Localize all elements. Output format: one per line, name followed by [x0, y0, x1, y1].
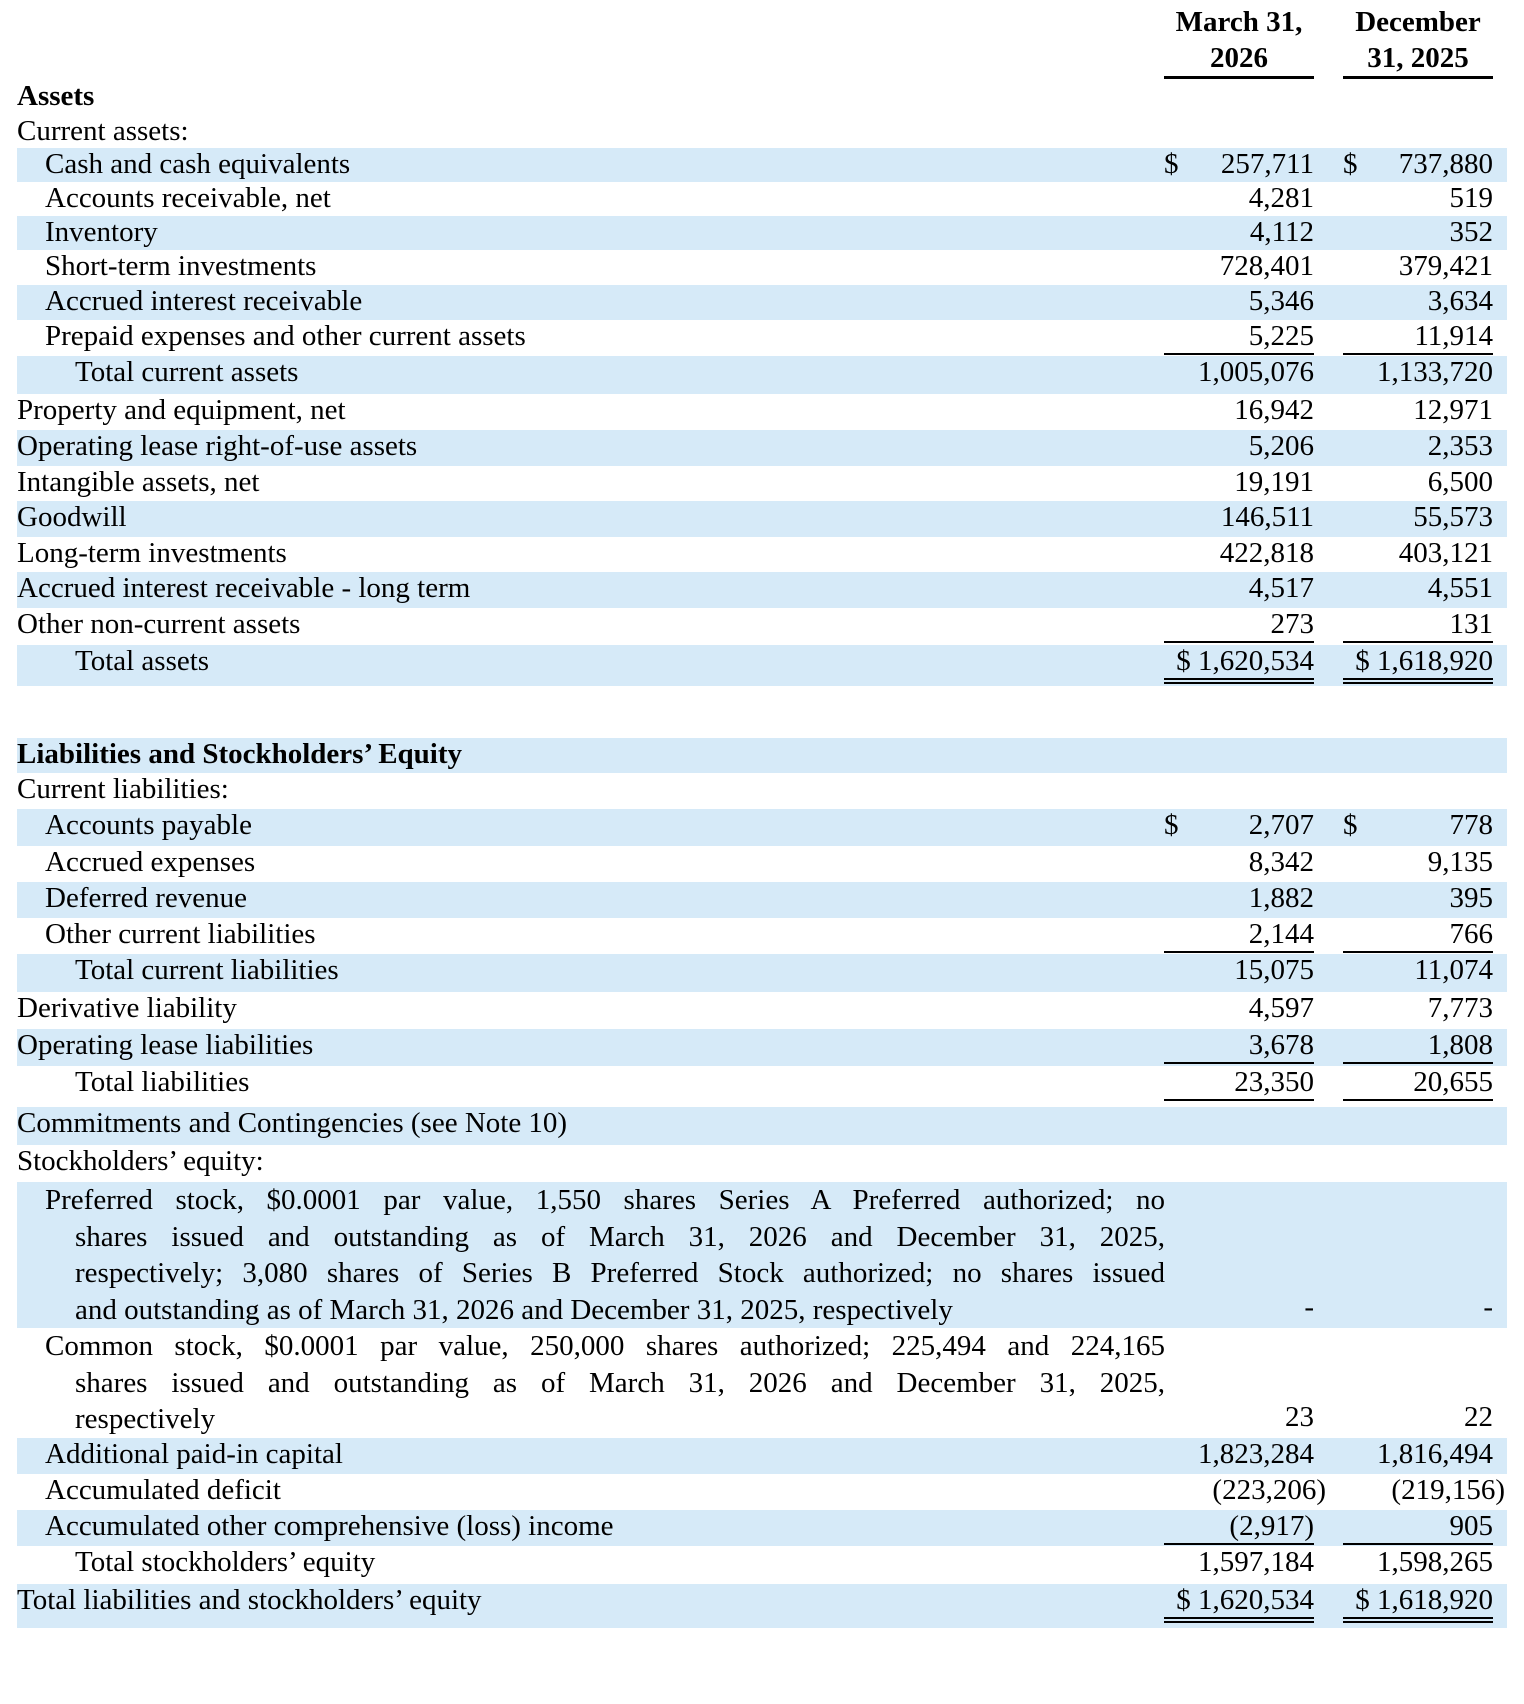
row-accounts-receivable	[17, 182, 1507, 216]
row-label: Total current liabilities	[75, 954, 339, 986]
value-2025: (219,156)	[1391, 1474, 1505, 1506]
row-accumulated-deficit	[17, 1474, 1507, 1510]
dollar-sign: $	[1164, 809, 1179, 841]
row-ppe	[17, 394, 1507, 430]
value-2026: 5,225	[1164, 320, 1314, 355]
row-intangible	[17, 466, 1507, 501]
row-label: Operating lease right-of-use assets	[17, 430, 418, 462]
value-2026: 4,281	[1248, 182, 1314, 214]
value-2025: 22	[1464, 1401, 1493, 1433]
description-line: Preferred stock, $0.0001 par value, 1,550 shares Series A Preferred authorized; no	[45, 1184, 1165, 1216]
row-label: Intangible assets, net	[17, 466, 260, 498]
value-2025: 20,655	[1343, 1066, 1493, 1101]
row-other-non-current	[17, 608, 1507, 645]
spacer	[17, 686, 1507, 738]
header-line: December	[1355, 6, 1481, 38]
row-label: Total assets	[75, 645, 210, 677]
value-2025: 737,880	[1398, 148, 1493, 180]
row-total-current-liabilities	[17, 954, 1507, 992]
value-2025: 11,074	[1414, 954, 1493, 986]
balance-sheet	[17, 0, 1507, 1628]
value-2026: 728,401	[1219, 250, 1314, 282]
section-title: Liabilities and Stockholders’ Equity	[17, 738, 463, 770]
value-2025: -	[1483, 1291, 1493, 1323]
value-2025: 766	[1343, 918, 1493, 953]
row-accrued-expenses	[17, 846, 1507, 882]
subsection-title: Current liabilities:	[17, 773, 229, 805]
subsection-title: Current assets:	[17, 115, 189, 147]
value-2026: 23,350	[1164, 1066, 1314, 1101]
row-total-liabilities	[17, 1066, 1507, 1107]
row-preferred-stock	[17, 1182, 1507, 1328]
value-2026: 1,823,284	[1198, 1438, 1314, 1470]
row-label: Derivative liability	[17, 992, 237, 1024]
row-other-current-liabilities	[17, 918, 1507, 954]
row-label: Accumulated deficit	[45, 1474, 281, 1506]
preferred-stock-description	[45, 1182, 1165, 1328]
row-label: Accrued expenses	[45, 846, 256, 878]
row-label: Cash and cash equivalents	[45, 148, 351, 180]
dollar-sign: $	[1343, 809, 1358, 841]
value-2025: 352	[1449, 216, 1493, 248]
row-label: Other current liabilities	[45, 918, 316, 950]
row-total-stockholders-equity	[17, 1546, 1507, 1584]
value-2026: 15,075	[1234, 954, 1314, 986]
section-assets	[17, 80, 1507, 115]
row-label: Property and equipment, net	[17, 394, 346, 426]
common-stock-description	[45, 1328, 1165, 1438]
value-2025: 55,573	[1413, 501, 1493, 533]
value-2026: 5,206	[1248, 430, 1314, 462]
row-label: Prepaid expenses and other current assets	[45, 320, 526, 352]
value-2026: 2,707	[1248, 809, 1314, 841]
header-march-2026	[1164, 4, 1314, 79]
description-line: and outstanding as of March 31, 2026 and December 31, 2025, respectively	[75, 1293, 953, 1326]
row-operating-lease-liabilities	[17, 1029, 1507, 1066]
value-2026: 5,346	[1248, 285, 1314, 317]
value-2026: $ 1,620,534	[1164, 1584, 1314, 1623]
value-2025: 778	[1449, 809, 1493, 841]
row-label: Other non-current assets	[17, 608, 301, 640]
section-current-assets	[17, 115, 1507, 148]
header-line: March 31,	[1175, 6, 1303, 38]
row-label: Accrued interest receivable - long term	[17, 572, 471, 604]
value-2026: 4,597	[1248, 992, 1314, 1024]
value-2026: 4,112	[1249, 216, 1314, 248]
row-derivative-liability	[17, 992, 1507, 1029]
value-2026: 3,678	[1164, 1029, 1314, 1064]
row-label: Accounts receivable, net	[45, 182, 331, 214]
value-2025: 519	[1449, 182, 1493, 214]
row-long-term-investments	[17, 537, 1507, 572]
row-inventory	[17, 216, 1507, 250]
value-2026: 23	[1285, 1401, 1314, 1433]
header-line: 31, 2025	[1367, 42, 1469, 74]
value-2026: 16,942	[1234, 394, 1314, 426]
value-2026: 1,597,184	[1198, 1546, 1314, 1578]
value-2026: (223,206)	[1212, 1474, 1326, 1506]
value-2026: 2,144	[1164, 918, 1314, 953]
value-2026: 8,342	[1248, 846, 1314, 878]
row-label: Inventory	[45, 216, 158, 248]
row-label: Total current assets	[75, 356, 299, 388]
value-2026: (2,917)	[1164, 1510, 1314, 1545]
row-total-assets	[17, 645, 1507, 686]
row-label: Total liabilities and stockholders’ equity	[17, 1584, 482, 1616]
row-label: Total stockholders’ equity	[75, 1546, 376, 1578]
subsection-title: Stockholders’ equity:	[17, 1145, 264, 1177]
row-commitments	[17, 1107, 1507, 1145]
value-2025: 4,551	[1427, 572, 1493, 604]
value-2025: 379,421	[1398, 250, 1493, 282]
row-label: Total liabilities	[75, 1066, 250, 1098]
value-2026: 19,191	[1234, 466, 1314, 498]
row-label: Accounts payable	[45, 809, 252, 841]
section-stockholders-equity	[17, 1145, 1507, 1182]
description-line: shares issued and outstanding as of March 31, 2026 and December 31, 2025,	[75, 1220, 1165, 1253]
row-accrued-interest	[17, 285, 1507, 320]
description-line: shares issued and outstanding as of March 31, 2026 and December 31, 2025,	[75, 1366, 1165, 1399]
value-2026: 273	[1164, 608, 1314, 643]
value-2025: 395	[1449, 882, 1493, 914]
section-liabilities	[17, 738, 1507, 773]
row-label: Operating lease liabilities	[17, 1029, 314, 1061]
dollar-sign: $	[1343, 148, 1358, 180]
value-2025: 12,971	[1413, 394, 1493, 426]
row-cash	[17, 148, 1507, 182]
value-2026: 1,005,076	[1198, 356, 1314, 388]
row-label: Deferred revenue	[45, 882, 248, 914]
dollar-sign: $	[1164, 148, 1179, 180]
value-2026: $ 1,620,534	[1164, 645, 1314, 684]
row-prepaid	[17, 320, 1507, 356]
row-accounts-payable	[17, 809, 1507, 846]
header-december-2025	[1343, 4, 1493, 79]
row-common-stock	[17, 1328, 1507, 1438]
value-2026: 1,882	[1248, 882, 1314, 914]
value-2025: 1,133,720	[1377, 356, 1493, 388]
row-apic	[17, 1438, 1507, 1474]
value-2025: 3,634	[1427, 285, 1493, 317]
value-2026: 257,711	[1220, 148, 1314, 180]
value-2025: 11,914	[1343, 320, 1493, 355]
description-line: respectively; 3,080 shares of Series B Preferred Stock authorized; no shares issued	[75, 1257, 1165, 1289]
row-label: Accumulated other comprehensive (loss) income	[45, 1510, 614, 1542]
value-2026: 4,517	[1248, 572, 1314, 604]
value-2026: 146,511	[1220, 501, 1314, 533]
value-2026: 422,818	[1219, 537, 1314, 569]
row-label: Goodwill	[17, 501, 127, 533]
row-label: Short-term investments	[45, 250, 317, 282]
value-2025: 7,773	[1427, 992, 1493, 1024]
row-aoci	[17, 1510, 1507, 1546]
row-accrued-interest-lt	[17, 572, 1507, 608]
value-2025: $ 1,618,920	[1343, 645, 1493, 684]
row-label: Additional paid-in capital	[45, 1438, 343, 1470]
value-2025: 1,598,265	[1377, 1546, 1493, 1578]
value-2025: 6,500	[1427, 466, 1493, 498]
row-label: Commitments and Contingencies (see Note 10)	[17, 1107, 568, 1139]
row-total-current-assets	[17, 356, 1507, 394]
header-line: 2026	[1210, 42, 1268, 74]
row-short-term-investments	[17, 250, 1507, 285]
value-2025: 1,816,494	[1377, 1438, 1493, 1470]
section-current-liabilities	[17, 773, 1507, 809]
value-2025: 905	[1343, 1510, 1493, 1545]
value-2025: 131	[1343, 608, 1493, 643]
column-headers	[17, 0, 1507, 80]
description-line: respectively	[75, 1403, 216, 1435]
value-2025: 9,135	[1427, 846, 1493, 878]
value-2025: $ 1,618,920	[1343, 1584, 1493, 1623]
row-deferred-revenue	[17, 882, 1507, 918]
value-2025: 2,353	[1427, 430, 1493, 462]
row-label: Long-term investments	[17, 537, 287, 569]
value-2025: 1,808	[1343, 1029, 1493, 1064]
value-2025: 403,121	[1398, 537, 1493, 569]
row-goodwill	[17, 501, 1507, 537]
description-line: Common stock, $0.0001 par value, 250,000 shares authorized; 225,494 and 224,165	[45, 1330, 1165, 1362]
row-rou-assets	[17, 430, 1507, 466]
row-label: Accrued interest receivable	[45, 285, 363, 317]
value-2026: -	[1304, 1291, 1314, 1323]
section-title: Assets	[17, 80, 95, 112]
row-total-liabilities-equity	[17, 1584, 1507, 1628]
